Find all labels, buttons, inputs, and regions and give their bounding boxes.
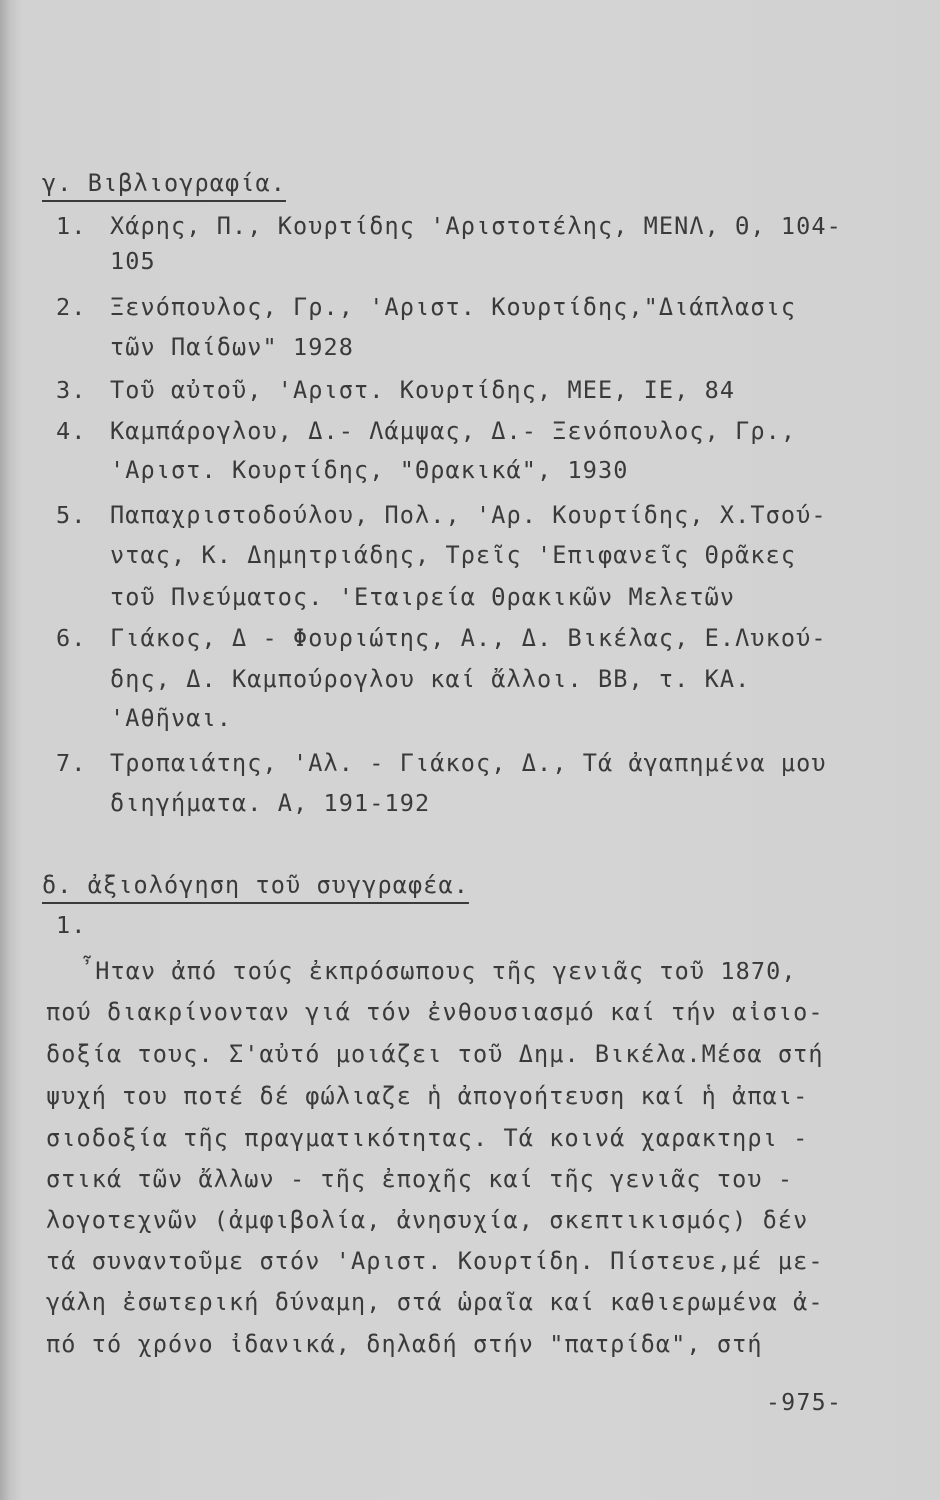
evaluation-line-1: ῏Ηταν ἀπό τούς ἐκπρόσωπους τῆς γενιᾶς τοῦ 1870, xyxy=(80,957,797,985)
bib-entry-5-line-2: ντας, Κ. Δημητριάδης, Τρεῖς 'Επιφανεῖς Θρᾶκες xyxy=(110,541,797,569)
evaluation-line-8: τά συναντοῦμε στόν 'Αριστ. Κουρτίδη. Πίστευε,μέ με- xyxy=(46,1247,824,1275)
bib-entry-7-line-2: διηγήματα. Α, 191-192 xyxy=(110,789,431,817)
bib-entry-2-number: 2. xyxy=(56,293,87,321)
bibliography-heading: γ. Βιβλιογραφία. xyxy=(42,169,286,197)
bib-entry-2-line-1: Ξενόπουλος, Γρ., 'Αριστ. Κουρτίδης,"Διάπλασις xyxy=(110,293,797,321)
evaluation-line-7: λογοτεχνῶν (ἀμφιβολία, ἀνησυχία, σκεπτικισμός) δέν xyxy=(46,1206,809,1234)
evaluation-line-4: ψυχή του ποτέ δέ φώλιαζε ἡ ἀπογοήτευση καί ἡ ἀπαι- xyxy=(46,1082,809,1110)
evaluation-line-2: πού διακρίνονταν γιά τόν ἐνθουσιασμό καί τήν αἰσιο- xyxy=(46,998,824,1026)
evaluation-number: 1. xyxy=(56,911,87,939)
bib-entry-4-line-1: Καμπάρογλου, Δ.- Λάμψας, Δ.- Ξενόπουλος, Γρ., xyxy=(110,417,797,445)
bib-entry-3-line-1: Τοῦ αὐτοῦ, 'Αριστ. Κουρτίδης, ΜΕΕ, ΙΕ, 84 xyxy=(110,376,736,404)
bib-entry-3-number: 3. xyxy=(56,376,87,404)
bib-entry-7-number: 7. xyxy=(56,749,87,777)
evaluation-heading: δ. ἀξιολόγηση τοῦ συγγραφέα. xyxy=(42,871,469,899)
bib-entry-1-line-1: Χάρης, Π., Κουρτίδης 'Αριστοτέλης, ΜΕΝΛ, Θ, 104- xyxy=(110,212,842,240)
evaluation-line-6: στικά τῶν ἄλλων - τῆς ἐποχῆς καί τῆς γενιᾶς του - xyxy=(46,1165,794,1193)
evaluation-line-10: πό τό χρόνο ἰδανικά, δηλαδή στήν "πατρίδα", στή xyxy=(46,1330,763,1358)
bib-entry-4-line-2: 'Αριστ. Κουρτίδης, "Θρακικά", 1930 xyxy=(110,456,629,484)
bib-entry-4-number: 4. xyxy=(56,417,87,445)
evaluation-line-5: σιοδοξία τῆς πραγματικότητας. Τά κοινά χαρακτηρι - xyxy=(46,1124,809,1152)
bib-entry-5-number: 5. xyxy=(56,501,87,529)
bib-entry-1-line-2: 105 xyxy=(110,247,156,275)
page-number: -975- xyxy=(766,1390,843,1416)
bib-entry-5-line-3: τοῦ Πνεύματος. 'Εταιρεία Θρακικῶν Μελετῶν xyxy=(110,583,736,611)
bib-entry-6-line-1: Γιάκος, Δ - Φουριώτης, Α., Δ. Βικέλας, Ε.Λυκού- xyxy=(110,624,827,652)
bib-entry-2-line-2: τῶν Παίδων" 1928 xyxy=(110,333,354,361)
bib-entry-5-line-1: Παπαχριστοδούλου, Πολ., 'Αρ. Κουρτίδης, Χ.Τσού- xyxy=(110,501,827,529)
bib-entry-6-line-2: δης, Δ. Καμπούρογλου καί ἄλλοι. ΒΒ, τ. ΚΑ. xyxy=(110,665,751,693)
evaluation-line-3: δοξία τους. Σ'αὐτό μοιάζει τοῦ Δημ. Βικέλα.Μέσα στή xyxy=(46,1040,824,1068)
bib-entry-7-line-1: Τροπαιάτης, 'Αλ. - Γιάκος, Δ., Τά ἀγαπημένα μου xyxy=(110,749,827,777)
bib-entry-6-line-3: 'Αθῆναι. xyxy=(110,704,232,732)
bib-entry-6-number: 6. xyxy=(56,624,87,652)
bib-entry-1-number: 1. xyxy=(56,212,87,240)
evaluation-line-9: γάλη ἐσωτερική δύναμη, στά ὡραῖα καί καθιερωμένα ἀ- xyxy=(46,1288,824,1316)
